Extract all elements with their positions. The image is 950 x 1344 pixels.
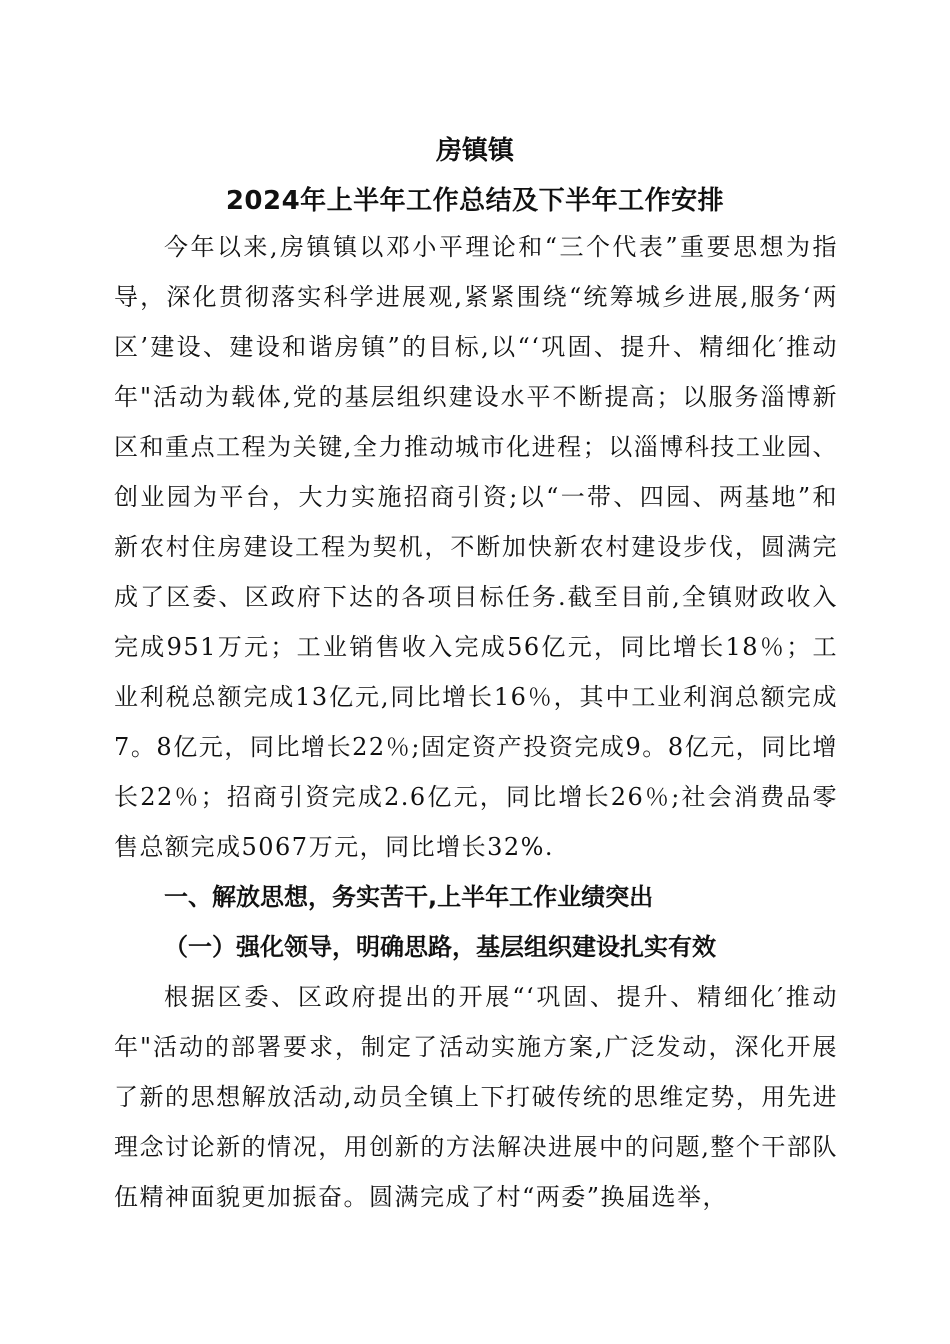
subsection-paragraph-1: 根据区委、区政府提出的开展“‘巩固、提升、精细化′推动年"活动的部署要求，制定了活动实施方案,广泛发动，深化开展了新的思想解放活动,动员全镇上下打破传统的思维定势，用先进理念讨论新的情况，用创新的方法解决进展中的问题,整个干部队伍精神面貌更加振奋。圆满完成了村“两委”换届选举， <box>114 983 838 1211</box>
subsection-heading-1: （一）强化领导，明确思路，基层组织建设扎实有效 <box>164 933 716 961</box>
document-title-main: 2024年上半年工作总结及下半年工作安排 <box>225 186 725 216</box>
section-heading-1: 一、解放思想，务实苦干,上半年工作业绩突出 <box>164 883 654 911</box>
document-title-town: 房镇镇 <box>435 136 514 166</box>
intro-paragraph: 今年以来,房镇镇以邓小平理论和“三个代表”重要思想为指导，深化贯彻落实科学进展观,紧紧围绕“统筹城乡进展,服务‘两区’建设、建设和谐房镇”的目标,以“‘巩固、提升、精细化′推动年"活动为载体,党的基层组织建设水平不断提高；以服务淄博新区和重点工程为关键,全力推动城市化进程；以淄博科技工业园、创业园为平台，大力实施招商引资;以“一带、四园、两基地”和新农村住房建设工程为契机，不断加快新农村建设步伐，圆满完成了区委、区政府下达的各项目标任务.截至目前,全镇财政收入完成951万元；工业销售收入完成56亿元，同比增长18％；工业利税总额完成13亿元,同比增长16％，其中工业利润总额完成7。8亿元，同比增长22％;固定资产投资完成9。8亿元，同比增长22％；招商引资完成2.6亿元，同比增长26％;社会消费品零售总额完成5067万元，同比增长32%. <box>114 233 838 861</box>
